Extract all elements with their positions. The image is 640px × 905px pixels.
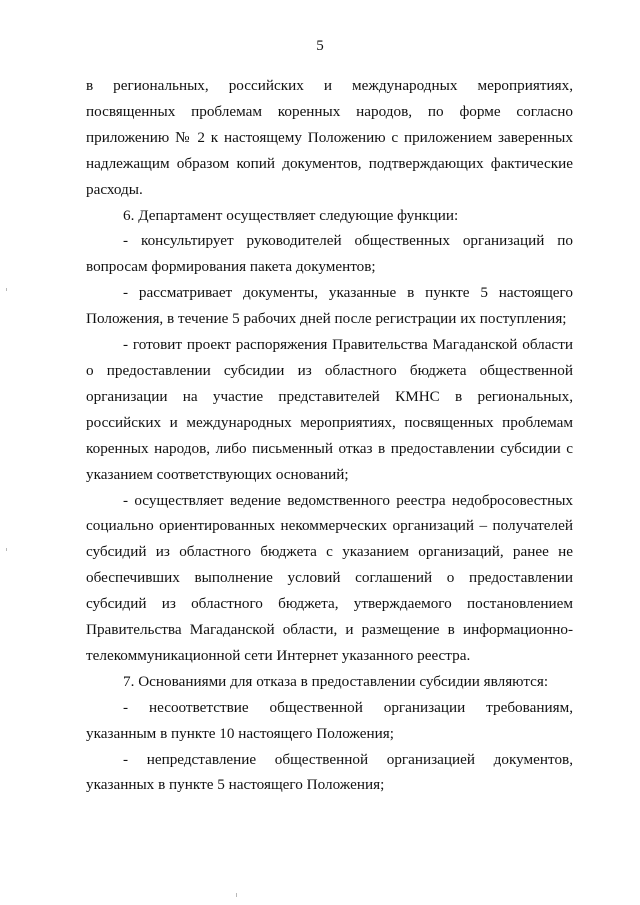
scan-edge-mark bbox=[236, 893, 237, 897]
paragraph-function-review: - рассматривает документы, указанные в пункте 5 настоящего Положения, в течение 5 рабочих дней после регистрации их поступления; bbox=[86, 284, 573, 328]
paragraph-function-registry: - осуществляет ведение ведомственного реестра недобросовестных социально ориентированных некоммерческих организаций – получателей субсидий из областного бюджета с указанием организаций, ранее не обеспечивших выполнение условий соглашений о предоставлении субсидий из областного бюджета, утверждаемого постановлением Правительства Магаданской области, и размещение в информационно-телекоммуникационной сети Интернет указанного реестра. bbox=[86, 491, 573, 664]
page-number: 5 bbox=[316, 38, 324, 54]
paragraph-function-consult: - консультирует руководителей общественных организаций по вопросам формирования пакета документов; bbox=[86, 232, 573, 276]
paragraph-function-prepare: - готовит проект распоряжения Правительства Магаданской области о предоставлении субсидии из областного бюджета общественной организации на участие представителей КМНС в региональных, российских и международных мероприятиях, посвященных проблемам коренных народов, либо письменный отказ в предоставлении субсидии с указанием соответствующих оснований; bbox=[86, 336, 573, 483]
paragraph-refusal-noncompliance: - несоответствие общественной организации требованиям, указанным в пункте 10 настоящего Положения; bbox=[86, 698, 573, 742]
paragraph-item-7: 7. Основаниями для отказа в предоставлении субсидии являются: bbox=[123, 672, 549, 690]
scan-edge-mark bbox=[6, 288, 7, 291]
paragraph-item-6: 6. Департамент осуществляет следующие функции: bbox=[123, 206, 459, 224]
paragraph-continuation: в региональных, российских и международных мероприятиях, посвященных проблемам коренных народов, по форме согласно приложению № 2 к настоящему Положению с приложением заверенных надлежащим образом копий документов, подтверждающих фактические расходы. bbox=[86, 77, 573, 198]
paragraph-refusal-missing-documents: - непредставление общественной организацией документов, указанных в пункте 5 настоящего Положения; bbox=[86, 750, 573, 794]
scan-edge-mark bbox=[6, 548, 7, 551]
document-body bbox=[86, 73, 573, 798]
